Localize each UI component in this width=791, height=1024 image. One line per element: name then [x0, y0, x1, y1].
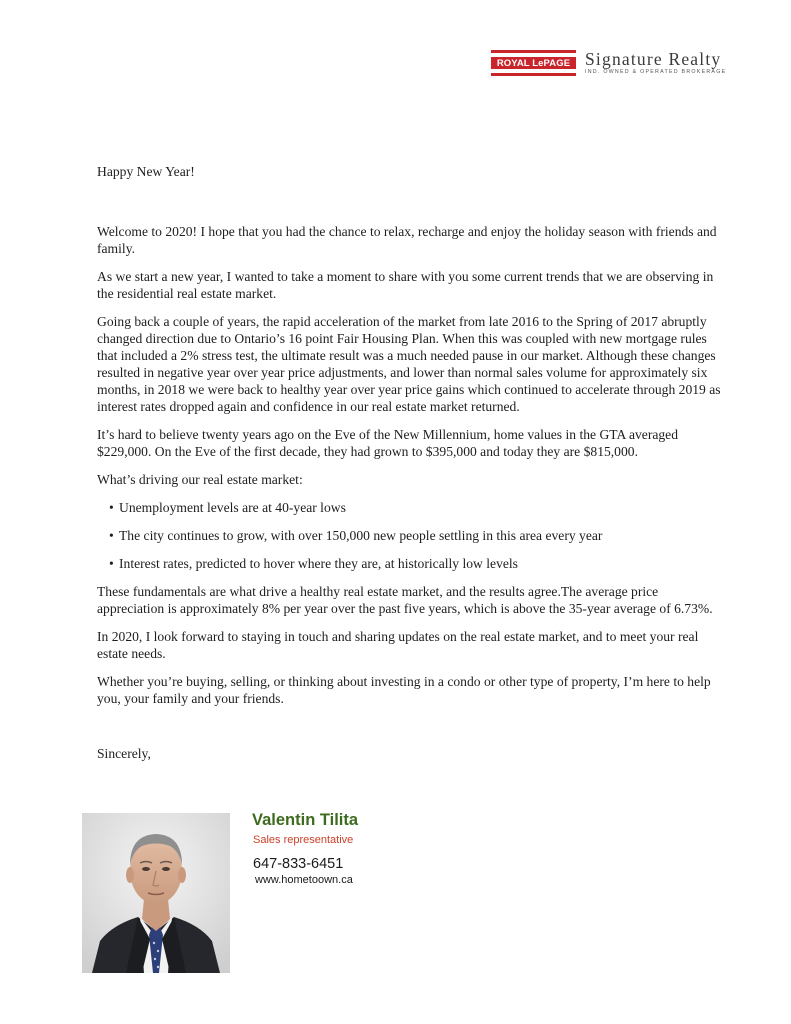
brand-text [585, 50, 726, 76]
letter-closing: Sincerely, [97, 746, 151, 761]
logo-stripe-bottom [491, 73, 576, 76]
letter-greeting: Happy New Year! [97, 164, 195, 179]
letter-paragraph: Welcome to 2020! I hope that you had the chance to relax, recharge and enjoy the holiday season with friends and family. [97, 224, 717, 256]
agent-website: www.hometoown.ca [255, 874, 353, 886]
agent-title: Sales representative [253, 834, 354, 846]
brokerage-logo [491, 49, 726, 77]
agent-portrait-illustration [82, 813, 230, 973]
letter-paragraph: What’s driving our real estate market: [97, 472, 303, 487]
letter-paragraph: It’s hard to believe twenty years ago on the Eve of the New Millennium, home values in the GTA averaged $229,000. On the Eve of the first decade, they had grown to $395,000 and today they are $815,000. [97, 427, 679, 459]
agent-signature [252, 810, 358, 887]
letter-body [97, 163, 727, 773]
list-item: • Unemployment levels are at 40-year lows [97, 499, 727, 516]
agent-phone: 647-833-6451 [253, 856, 344, 872]
list-item: • The city continues to grow, with over 150,000 new people settling in this area every year [97, 527, 727, 544]
logo-stripe-top [491, 50, 576, 53]
brand-name: Signature Realty [585, 49, 722, 69]
market-drivers-list [97, 499, 727, 572]
brand-tagline: IND. OWNED & OPERATED BROKERAGE [585, 69, 727, 75]
letter-paragraph: Whether you’re buying, selling, or thinking about investing in a condo or other type of property, I’m here to help you, your family and your friends. [97, 674, 711, 706]
agent-photo [82, 813, 230, 973]
letter-paragraph: As we start a new year, I wanted to take a moment to share with you some current trends that we are observing in the residential real estate market. [97, 269, 714, 301]
logo-text: ROYAL LePAGE [491, 57, 576, 69]
letter-paragraph: These fundamentals are what drive a healthy real estate market, and the results agree.The average price appreciation is approximately 8% per year over the past five years, which is above the 35-year average of 6.73%. [97, 584, 713, 616]
letter-paragraph: Going back a couple of years, the rapid acceleration of the market from late 2016 to the Spring of 2017 abruptly changed direction due to Ontario’s 16 point Fair Housing Plan. When this was coupled with new mortgage rules that included a 2% stress test, the ultimate result was a much needed pause in our market. Although these changes resulted in negative year over year price adjustments, and lower than normal sales volume for approximately six months, in 2018 we were back to healthy year over year price gains which continued to accelerate through 2019 as interest rates dropped again and confidence in our real estate market returned. [97, 314, 721, 414]
agent-name: Valentin Tilita [252, 811, 359, 829]
royal-lepage-logo-mark [491, 50, 576, 76]
list-item: • Interest rates, predicted to hover where they are, at historically low levels [97, 555, 727, 572]
letter-paragraph: In 2020, I look forward to staying in touch and sharing updates on the real estate market, and to meet your real estate needs. [97, 629, 699, 661]
